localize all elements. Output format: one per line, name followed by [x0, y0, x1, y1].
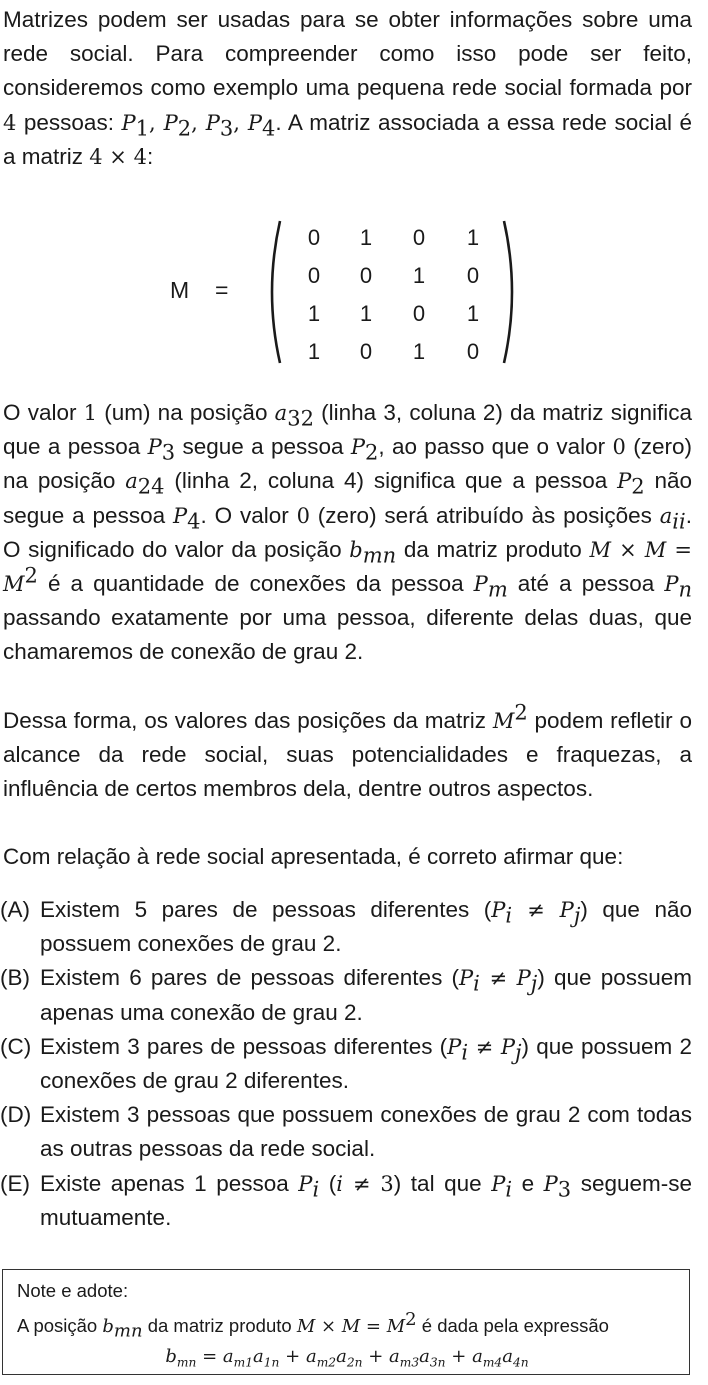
- intro-text-2: pessoas:: [16, 109, 122, 135]
- option-d[interactable]: (D) Existem 3 pessoas que possuem conexões de grau 2 com todas as outras pessoas da rede social.: [0, 1098, 692, 1166]
- formula-terms: [222, 1346, 529, 1370]
- value-zero: 0: [612, 435, 626, 460]
- formula-term: $a_{m4}a_{4n}$: [472, 1346, 529, 1370]
- option-b[interactable]: (B) Existem 6 pares de pessoas diferentes $(P_i \ne P_j)$ que possuem apenas uma conexão de grau 2.: [0, 961, 692, 1029]
- matrix-cell-3-1: 1: [307, 301, 321, 326]
- matrix-cell-2-3: 1: [412, 263, 426, 288]
- person-p4: P: [247, 110, 263, 135]
- intro-text-1: Matrizes podem ser usadas para se obter informações sobre uma rede social. Para compreender como isso pode ser feito, consideremos como exemplo uma pequena rede social formada por: [3, 7, 692, 101]
- left-parenthesis: [272, 221, 280, 363]
- formula-term: $a_{m2}a_{2n}$: [305, 1346, 363, 1370]
- formula-term: $a_{m1}a_{1n}$: [222, 1346, 280, 1370]
- matrix-cell-3-4: 1: [466, 301, 480, 326]
- matrix-cell-2-1: 0: [307, 263, 321, 288]
- option-letter: (E): [0, 1170, 30, 1196]
- value-one: 1: [83, 401, 98, 425]
- matrix-label: M: [170, 277, 190, 303]
- matrix-cell-4-3: 1: [412, 339, 426, 364]
- note-box: [2, 1269, 690, 1375]
- formula-term: $a_{m3}a_{3n}$: [389, 1346, 446, 1370]
- option-letter: (B): [0, 965, 30, 991]
- plus-sign: +: [445, 1346, 473, 1367]
- matrix-cell-4-1: 1: [307, 339, 321, 364]
- right-parenthesis: [504, 221, 512, 363]
- person-p3-sub: 3: [219, 116, 234, 141]
- plus-sign: +: [279, 1346, 306, 1367]
- option-a[interactable]: (A) Existem 5 pares de pessoas diferentes $(P_i \ne P_j)$ que não possuem conexões de grau 2.: [0, 893, 692, 961]
- matrix-dimension: 4 × 4: [89, 144, 147, 169]
- person-p2: P: [163, 110, 178, 135]
- matrix-cell-1-3: 0: [412, 225, 426, 250]
- matrix-cell-4-4: 0: [466, 339, 480, 364]
- position-a24: a: [125, 469, 138, 494]
- question-stem: Com relação à rede social apresentada, é correto afirmar que:: [3, 844, 624, 869]
- matrix-cell-4-2: 0: [359, 339, 373, 364]
- reach-paragraph: Dessa forma, os valores das posições da matriz $M^2$ podem refletir o alcance da rede social, suas potencialidades e fraquezas, a influência de certos membros dela, dentre outros aspectos.: [3, 700, 693, 802]
- person-p3: P: [205, 110, 220, 135]
- person-p2-sub: 2: [177, 116, 192, 141]
- matrix-cell-1-4: 1: [466, 225, 480, 250]
- matrix-cell-1-1: 0: [307, 225, 321, 250]
- note-formula: $b_{mn} = a_{m1}a_{1n} + a_{m2}a_{2n} + a_{m3}a_{3n} + a_{m4}a_{4n}$: [165, 1346, 529, 1370]
- person-p1: P: [121, 110, 136, 135]
- intro-text-3: . A matriz associada a essa rede social é a matriz: [3, 109, 692, 169]
- matrix-cell-1-2: 1: [359, 225, 373, 250]
- plus-sign: +: [362, 1346, 390, 1367]
- matrix-block: [0, 215, 708, 370]
- note-line: A posição $b_{mn}$ da matriz produto $M \times M = M^2$ é dada pela expressão: [17, 1308, 609, 1342]
- product-expression: M × M = M: [3, 537, 692, 597]
- matrix-squared: M: [492, 709, 515, 733]
- person-p1-sub: 1: [135, 116, 149, 141]
- option-letter: (C): [0, 1033, 32, 1059]
- position-aii: a: [659, 503, 673, 528]
- intro-text-4: :: [146, 143, 154, 169]
- option-e[interactable]: (E) Existe apenas 1 pessoa $P_i$ (i ≠ 3) tal que $P_i$ e $P_3$ seguem-se mutuamente.: [0, 1167, 692, 1235]
- option-letter: (A): [0, 897, 30, 922]
- intro-paragraph: Matrizes podem ser usadas para se obter informações sobre uma rede social. Para compreender como isso pode ser feito, consideremos como exemplo uma pequena rede social formada por 4 pessoas: $P_1$, $P_2$, $P_3$, $P_4$. A matriz associada a essa rede social é a matriz 4 × 4:: [3, 7, 692, 169]
- position-a32: a: [274, 401, 288, 425]
- body-paragraph: O valor 1 (um) na posição $a_{32}$ (linha 3, coluna 2) da matriz significa que a pessoa $P_3$ segue a pessoa $P_2$, ao passo que o valor 0 (zero) na posição $a_{24}$ (linha 2, coluna 4) significa que a pessoa $P_2$ não segue a pessoa $P_4$. O valor 0 (zero) será atribuído às posições $a_{ii}$. O significado do valor da posição $b_{mn}$ da matriz produto $M \times M = M^2$ é a quantidade de conexões da pessoa $P_m$ até a pessoa $P_n$ passando exatamente por uma pessoa, diferente delas duas, que chamaremos de conexão de grau 2.: [3, 400, 692, 665]
- matrix-cell-3-2: 1: [359, 301, 373, 326]
- intro-number-four: 4: [3, 110, 17, 135]
- matrix-cell-2-2: 0: [359, 263, 373, 288]
- note-title: Note e adote:: [17, 1280, 129, 1301]
- matrix-equals: =: [215, 277, 229, 303]
- matrix-cell-3-3: 0: [412, 301, 426, 326]
- option-letter: (D): [0, 1102, 32, 1128]
- option-c[interactable]: (C) Existem 3 pares de pessoas diferentes $(P_i \ne P_j)$ que possuem 2 conexões de grau 2 diferentes.: [0, 1030, 692, 1098]
- position-bmn: b: [349, 537, 363, 562]
- answer-options: [0, 893, 692, 1235]
- matrix-cell-2-4: 0: [466, 263, 480, 288]
- person-p4-sub: 4: [262, 116, 276, 141]
